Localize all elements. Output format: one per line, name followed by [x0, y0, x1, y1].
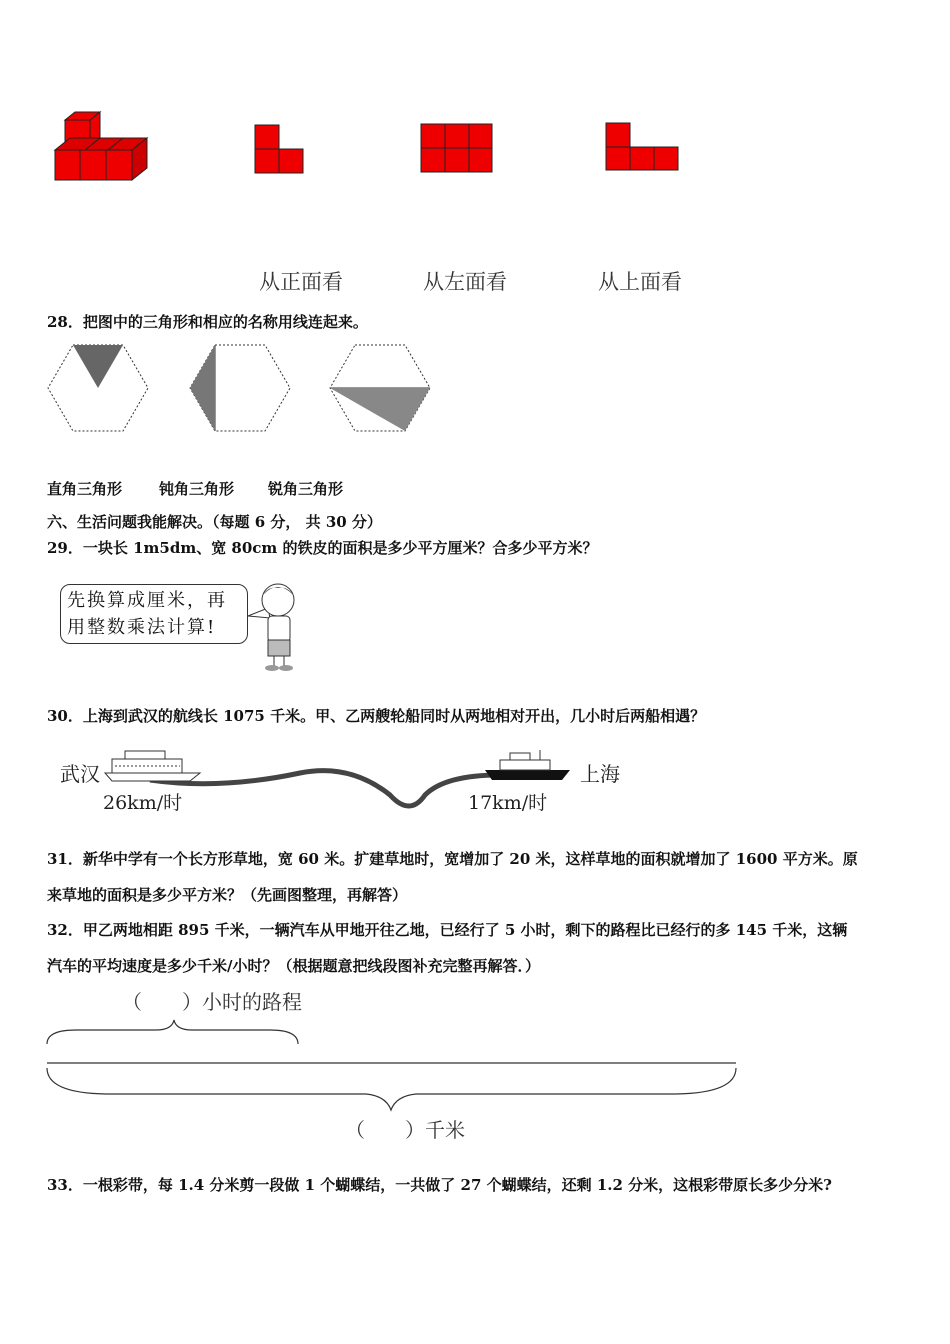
q32-text-line2: 汽车的平均速度是多少千米/小时？（根据题意把线段图补充完整再解答．） — [47, 957, 540, 975]
label-top-view: 从上面看 — [598, 270, 682, 294]
cube-iso-figure — [55, 110, 150, 182]
q31-text-line1: 31．新华中学有一个长方形草地，宽 60 米。扩建草地时，宽增加了 20 米，这样草地的面积就增加了 1600 平方米。原 — [47, 850, 858, 868]
q29-text: 29．一块长 1m5dm、宽 80cm 的铁皮的面积是多少平方厘米？合多少平方米？ — [47, 539, 598, 557]
line-segment-diagram — [46, 1018, 740, 1113]
q33-text: 33．一根彩带，每 1.4 分米剪一段做 1 个蝴蝶结，一共做了 27 个蝴蝶结，还剩 1.2 分米，这根彩带原长多少分米? — [47, 1176, 832, 1194]
triangle-name-right: 直角三角形 — [47, 480, 123, 498]
section-6-heading: 六、生活问题我能解决。（每题 6 分， 共 30 分） — [47, 513, 382, 531]
river-route-diagram — [100, 745, 580, 820]
hexagon-acute-triangle — [48, 343, 149, 433]
city-shanghai: 上海 — [580, 762, 620, 786]
bubble-line-1: 先换算成厘米，再 — [67, 590, 227, 611]
ship-wuhan-icon — [105, 751, 200, 781]
q28-text: 28．把图中的三角形和相应的名称用线连起来。 — [47, 313, 368, 331]
speech-bubble — [60, 584, 248, 644]
front-view-figure — [255, 125, 304, 174]
q32-text-line1: 32．甲乙两地相距 895 千米，一辆汽车从甲地开往乙地，已经行了 5 小时，剩下的路程比已经行的多 145 千米，这辆 — [47, 921, 848, 939]
bubble-line-2: 用整数乘法计算! — [67, 617, 217, 638]
q30-text: 30．上海到武汉的航线长 1075 千米。甲、乙两艘轮船同时从两地相对开出，几小时后两船相遇？ — [47, 707, 706, 725]
label-front-view: 从正面看 — [259, 270, 343, 294]
speed-wuhan-ship: 26km/时 — [103, 792, 183, 814]
q31-text-line2: 来草地的面积是多少平方米？（先画图整理，再解答） — [47, 886, 408, 904]
hexagon-right-triangle — [190, 343, 291, 433]
left-view-figure — [421, 124, 493, 173]
triangle-name-obtuse: 钝角三角形 — [159, 480, 235, 498]
segment-top-label: （ ）小时的路程 — [122, 990, 302, 1014]
top-view-figure — [606, 123, 679, 171]
triangle-name-acute: 锐角三角形 — [268, 480, 344, 498]
label-left-view: 从左面看 — [423, 270, 507, 294]
boy-illustration — [248, 578, 303, 673]
speed-shanghai-ship: 17km/时 — [468, 792, 548, 814]
hexagon-obtuse-triangle — [330, 343, 431, 433]
ship-shanghai-icon — [485, 750, 570, 780]
city-wuhan: 武汉 — [60, 762, 100, 786]
segment-bottom-label: （ ）千米 — [345, 1118, 465, 1142]
